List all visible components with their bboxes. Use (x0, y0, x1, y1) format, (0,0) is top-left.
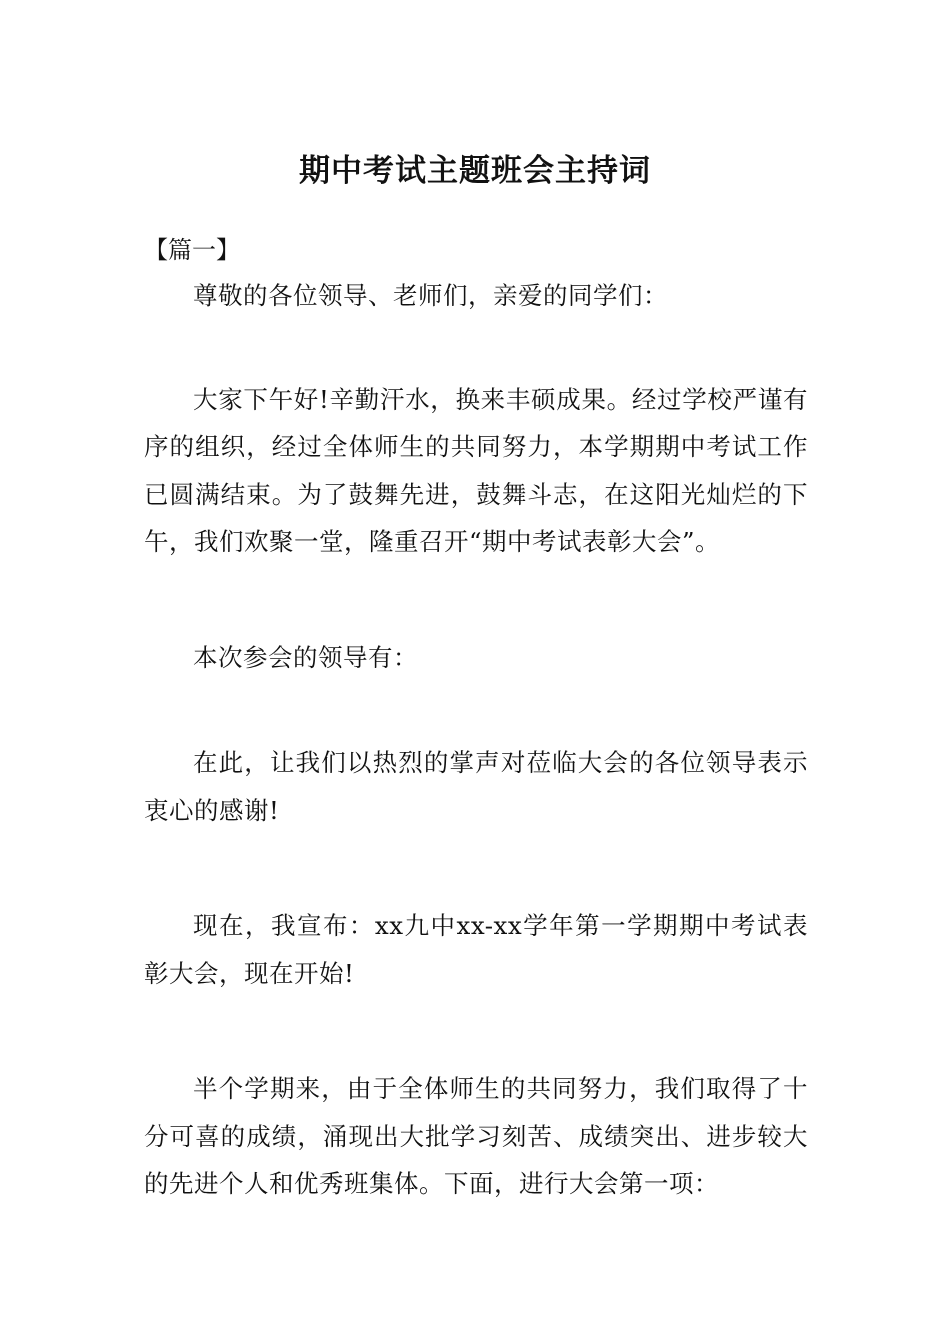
paragraph-thanks: 在此，让我们以热烈的掌声对莅临大会的各位领导表示衷心的感谢! (144, 748, 808, 825)
document-body (144, 272, 808, 1276)
paragraph-greeting: 尊敬的各位领导、老师们，亲爱的同学们： (193, 281, 668, 310)
paragraph-leaders: 本次参会的领导有： (193, 642, 418, 672)
paragraph-achievements: 半个学期来，由于全体师生的共同努力，我们取得了十分可喜的成绩，涌现出大批学习刻苦、成绩突出、进步较大的先进个人和优秀班集体。下面，进行大会第一项： (144, 1074, 808, 1198)
paragraph-opening: 大家下午好!辛勤汗水，换来丰硕成果。经过学校严谨有序的组织，经过全体师生的共同努力，本学期期中考试工作已圆满结束。为了鼓舞先进，鼓舞斗志，在这阳光灿烂的下午，我们欢聚一堂，隆重召开“期中考试表彰大会”。 (144, 384, 808, 556)
section-label: 【篇一】 (144, 236, 240, 264)
paragraph-announcement: 现在，我宣布：xx九中xx-xx学年第一学期期中考试表彰大会，现在开始! (144, 911, 808, 988)
document-title: 期中考试主题班会主持词 (299, 152, 651, 189)
